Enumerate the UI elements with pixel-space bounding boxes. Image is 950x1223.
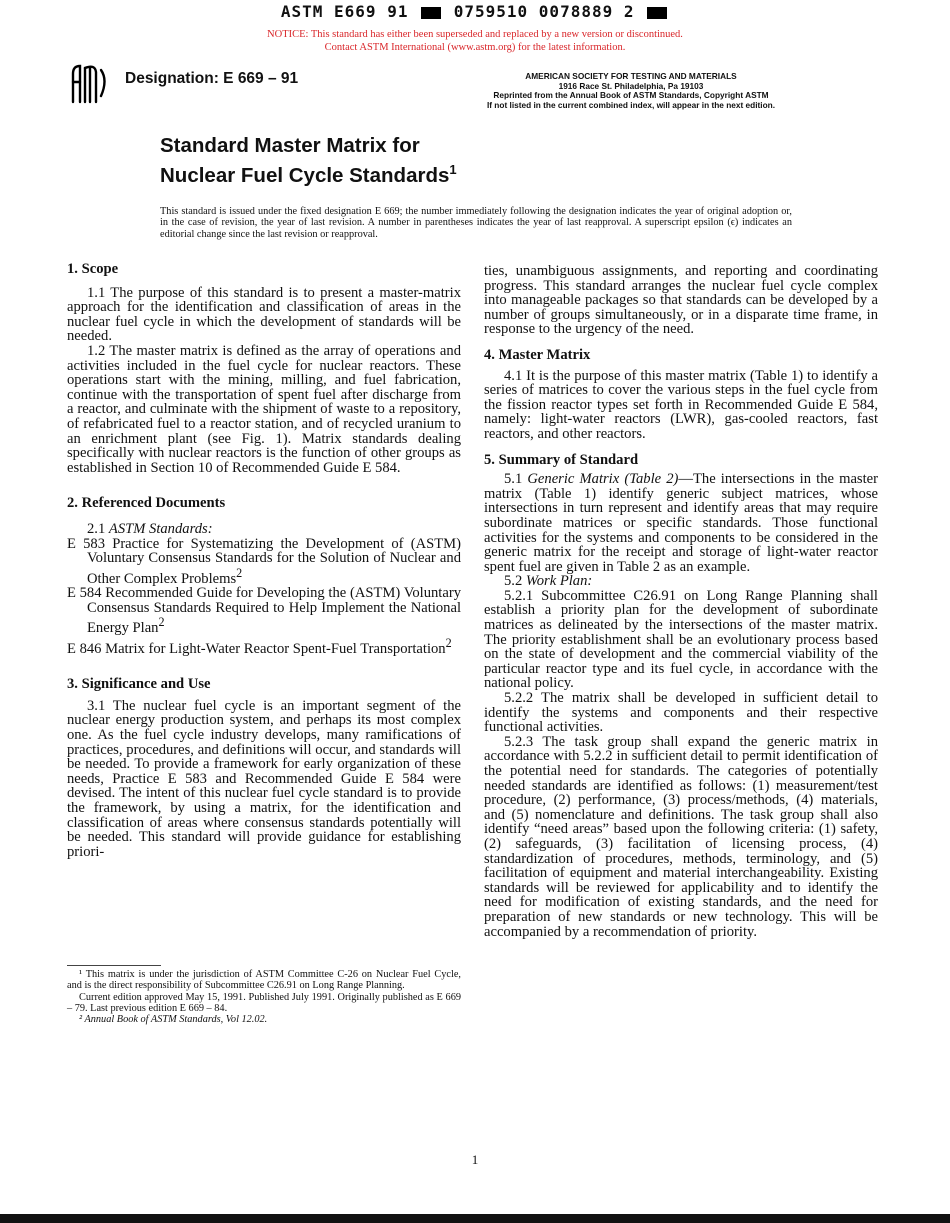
paragraph-5-2-2: 5.2.2 The matrix shall be developed in sufficient detail to identify the systems and components and their respective functional activities. xyxy=(484,690,878,736)
section-heading-referenced-documents: 2. Referenced Documents xyxy=(67,495,226,512)
footnote-2: ² Annual Book of ASTM Standards, Vol 12.02. xyxy=(79,1014,268,1026)
paragraph-4-1: 4.1 It is the purpose of this master matrix (Table 1) to identify a series of matrices to cover the various steps in the fuel cycle from the fission reactor types set forth in Recommended Guide E 584, namely: light-water reactors (LWR), gas-cooled reactors, fast reactors, and other reactors. xyxy=(484,367,878,442)
reference-e584: E 584 Recommended Guide for Developing the (ASTM) Voluntary Consensus Standards Required to Help Implement the National Energy Plan$^2$ xyxy=(67,585,461,637)
designation: Designation: E 669 – 91 xyxy=(125,70,299,87)
barcode-text-right: 0759510 0078889 2 xyxy=(453,2,635,21)
society-line: 1916 Race St. Philadelphia, Pa 19103 xyxy=(558,80,704,91)
reference-e583: E 583 Practice for Systematizing the Development of (ASTM) Voluntary Consensus Standards for the Solution of Nuclear and Other Complex Problems$^2$ xyxy=(67,535,461,587)
title-line-2: Nuclear Fuel Cycle Standards$^1$ xyxy=(160,162,457,187)
footnote-divider xyxy=(67,965,161,966)
section-heading-significance: 3. Significance and Use xyxy=(67,676,211,693)
society-line: If not listed in the current combined index, will appear in the next edition. xyxy=(486,99,776,110)
footnotes xyxy=(67,969,461,1025)
left-column xyxy=(67,262,461,859)
scan-edge-bar xyxy=(0,1214,950,1223)
section-heading-master-matrix: 4. Master Matrix xyxy=(484,346,591,363)
issued-statement: This standard is issued under the fixed designation E 669; the number immediately following the designation indicates the year of original adoption or, in the case of revision, the year of last revision. A number in parentheses indicates the year of last reapproval. A superscript epsilon (ϵ) indicates an editorial change since the last revision or reapproval. xyxy=(160,206,792,240)
paragraph-1-2: 1.2 The master matrix is defined as the array of operations and activities included in the fuel cycle for nuclear reactors. These operations start with the mining, milling, and fuel fabrication, continue with the transportation of spent fuel after discharge from a reactor, and culminate with the shipment of waste to a repository, of refabricated fuel to a reactor station, and of recycled uranium to an enrichment plant (see Fig. 1). Matrix standards dealing specifically with nuclear reactors is the function of other groups as established in Section 10 of Recommended Guide E 584. xyxy=(67,342,461,476)
title-footnote-mark: 1 xyxy=(449,162,457,177)
paragraph-5-1: 5.1 Generic Matrix (Table 2)—The intersections in the master matrix (Table 1) identify generic subject matrices, whose intersections in turn represent and identify areas that may require subordinate matrices or specific standards. Those functional activities for the systems and components to be considered in the generic matrix for the receipt and storage of light-water reactor spent fuel are given in Table 2 as an example. xyxy=(484,471,878,575)
society-block xyxy=(470,72,792,110)
barcode-text-left: ASTM E669 91 xyxy=(280,2,409,21)
barcode-block xyxy=(421,7,441,19)
astm-logo-icon xyxy=(66,62,110,106)
paragraph-3-1-continued: ties, unambiguous assignments, and reporting and coordinating progress. This standard arranges the nuclear fuel cycle complex into manageable packages so that standards can be developed by a number of groups simultaneously, or in a disparate time frame, in response to the urgency of the need. xyxy=(484,263,878,338)
page-number: 1 xyxy=(471,1152,479,1167)
paragraph-5-2: 5.2 Work Plan: xyxy=(504,573,593,590)
barcode-block xyxy=(647,7,667,19)
paragraph-1-1: 1.1 The purpose of this standard is to present a master-matrix approach for the identification and classification of areas in the nuclear fuel cycle in which the development of standards will be needed. xyxy=(67,284,461,345)
society-line: AMERICAN SOCIETY FOR TESTING AND MATERIALS xyxy=(525,71,737,81)
paragraph-5-2-1: 5.2.1 Subcommittee C26.91 on Long Range Planning shall establish a priority plan for the development of subordinate matrices as delineated by the intersections of the master matrix. The priority establishment shall be an evolutionary process based on the state of development and the commercial viability of the particular reactor type and its fuel cycle, in accordance with the national policy. xyxy=(484,587,878,692)
paragraph-2-1: 2.1 ASTM Standards: xyxy=(87,520,213,537)
footnote-1: ¹ This matrix is under the jurisdiction of ASTM Committee C-26 on Nuclear Fuel Cycle, and is the direct responsibility of Subcommittee C26.91 on Long Range Planning. xyxy=(67,969,461,992)
supersede-notice xyxy=(0,28,950,54)
title-line-1: Standard Master Matrix for xyxy=(160,134,420,157)
section-heading-scope: 1. Scope xyxy=(67,261,119,277)
society-line: Reprinted from the Annual Book of ASTM Standards, Copyright ASTM xyxy=(493,90,769,101)
right-column xyxy=(484,264,878,939)
reference-e846: E 846 Matrix for Light-Water Reactor Spent-Fuel Transportation$^2$ xyxy=(67,635,452,657)
footnote-1-edition: Current edition approved May 15, 1991. Published July 1991. Originally published as E 669 – 79. Last previous edition E 669 – 84. xyxy=(67,991,461,1014)
section-heading-summary: 5. Summary of Standard xyxy=(484,451,639,468)
document-title xyxy=(160,134,457,188)
notice-line-1: NOTICE: This standard has either been superseded and replaced by a new version or discontinued. xyxy=(267,29,683,40)
barcode-header xyxy=(0,2,950,21)
paragraph-3-1: 3.1 The nuclear fuel cycle is an important segment of the nuclear energy production system, and perhaps its most complex one. As the fuel cycle industry develops, many ramifications of practices, procedures, and definitions will occur, and standards will be needed. To provide a framework for early organization of these needs, Practice E 583 and Recommended Guide E 584 were devised. The intent of this nuclear fuel cycle standard is to provide the framework, by using a matrix, for the identification and classification of areas where consensus standards potentially will be needed. This standard will provide guidance for establishing priori- xyxy=(67,697,461,860)
notice-line-2: Contact ASTM International (www.astm.org) for the latest information. xyxy=(324,42,626,53)
paragraph-5-2-3: 5.2.3 The task group shall expand the generic matrix in accordance with 5.2.2 in sufficient detail to permit identification of the potential need for standards. The categories of potentially needed standards are identified as follows: (1) measurement/test procedure, (2) performance, (3) process/methods, (4) materials, and (5) nomenclature and definitions. The task group shall also identify “need areas” based upon the following criteria: (1) safety, (2) safeguards, (3) facilitation of licensing process, (4) standardization of procedures, methods, terminology, and (5) facilitation of equipment and material interchangeability. Existing standards will be reviewed for applicability and to identify the need for modification of existing standards, and the need for preparation of new standards or new technology. This will be accompanied by a recommendation of priority. xyxy=(484,733,878,940)
